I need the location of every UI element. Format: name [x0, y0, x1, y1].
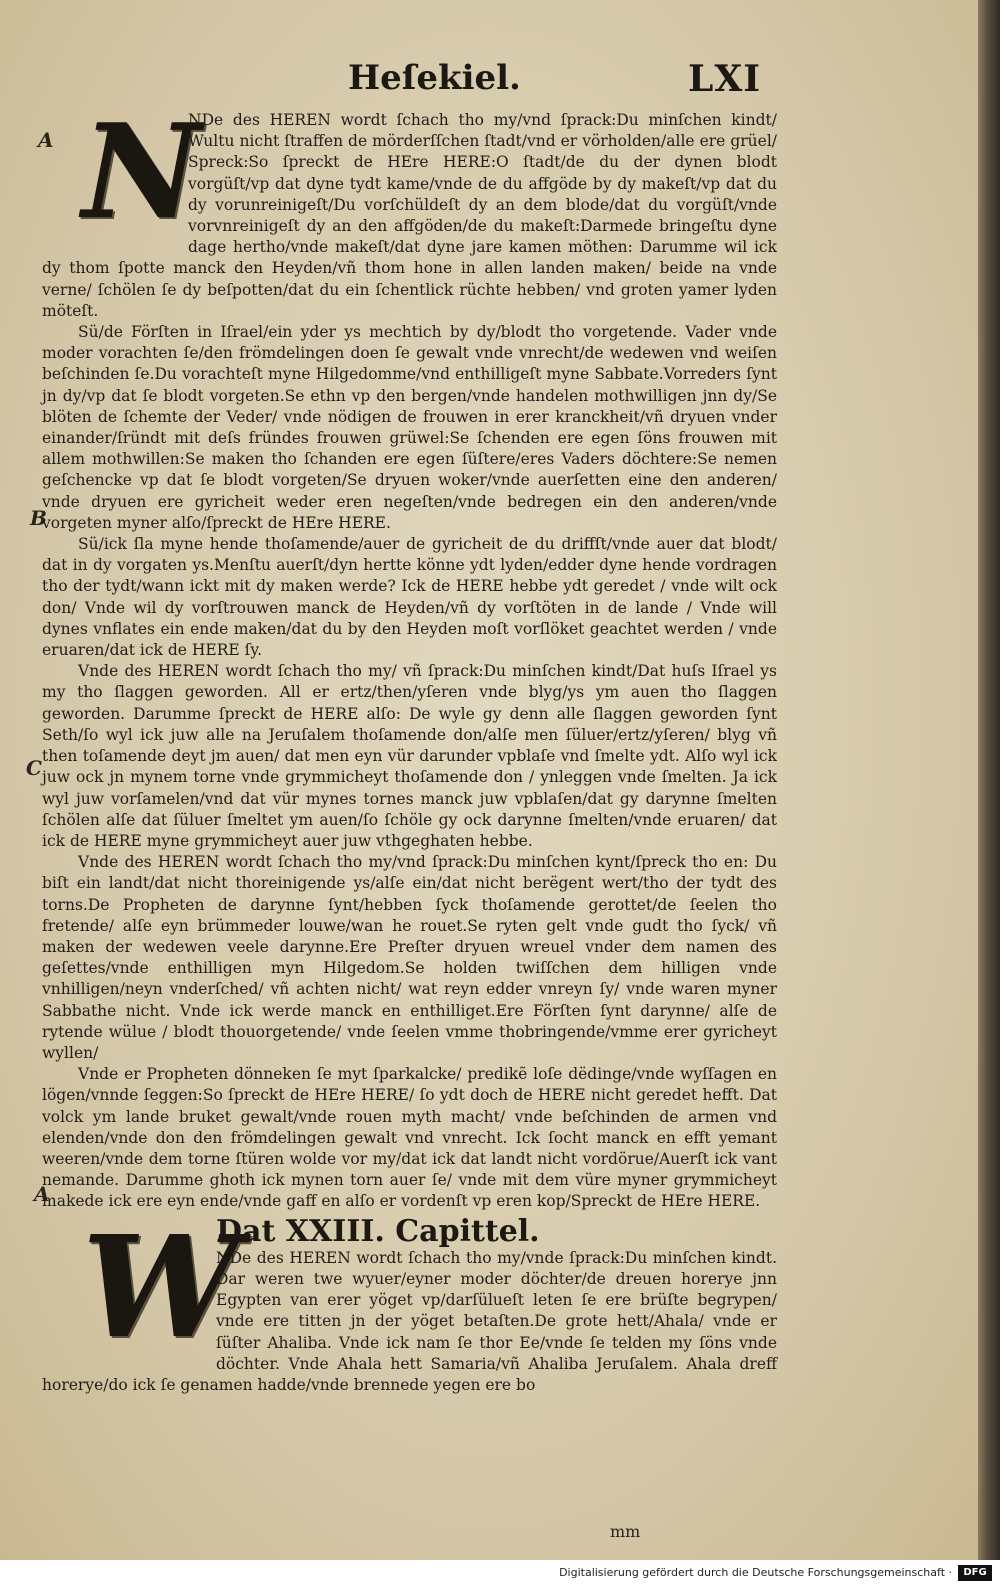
decorated-initial-n: N: [82, 95, 201, 248]
footer-bar: [0, 1560, 1000, 1586]
margin-mark-b: B: [30, 506, 47, 530]
footer-credit: Digitalisierung gefördert durch die Deutsche Forschungsgemeinschaft ·: [559, 1566, 952, 1579]
paragraph-3: Sü/ick ſla myne hende thoſamende/auer de gyricheit de du driffſt/vnde auer dat blodt/ dat in dy vorgaten ys.Menſtu auerſt/dyn hertte könne ydt lyden/edder dyne hende vordragen tho der tydt/wann ickt mit dy maken werde? Ick de HERE hebbe ydt geredet / vnde wilt ock don/ Vnde wil dy vorſtrouwen manck de Heyden/vñ dy vorſtöten in de lande / Vnde will dynes vnflates ein ende maken/dat du by den Heyden moſt vorſlöket geachtet werden / vnde eruaren/dat ick de HERE ſy.: [42, 535, 777, 660]
chapter-title: Dat XXIII. Capittel.: [216, 1213, 540, 1249]
running-head-title: Heſekiel.: [348, 58, 521, 98]
margin-mark-c: C: [26, 756, 42, 780]
decorated-initial-w: W: [82, 1205, 240, 1370]
paragraph-1: NDe des HEREN wordt ſchach tho my/vnd ſprack:Du minſchen kindt/ Wultu nicht ſtraffen de mörderſſchen ſtadt/vnd er vörholden/alle ere grüel/ Spreck:So ſpreckt de HEre HERE:O ſtadt/de du der dynen blodt vorgüſt/vp dat dyne tydt kame/vnde de du affgöde by dy makeſt/vp dat du dy vorunreinigeſt/Du vorſchüldeſt dy an dem blode/dat du vorgüſt/vnde vorvnreinigeſt dy an den affgöden/de du makeſt:Darmede bringeſtu dyne dage hertho/vnde makeſt/dat dyne jare kamen möthen: Darumme wil ick dy thom ſpotte manck den Heyden/vñ thom hone in allen landen maken/ beide na vnde verne/ ſchölen ſe dy beſpotten/dat du ein ſchentlick rüchte hebben/ vnd groten yamer lyden möteſt.: [42, 111, 777, 320]
paragraph-4: Vnde des HEREN wordt ſchach tho my/ vñ ſprack:Du minſchen kindt/Dat huſs Iſrael ys my tho ſlaggen geworden. All er ertz/then/yſeren vnde blyg/ys ym auen tho ſlaggen geworden. Darumme ſpreckt de HERE alſo: De wyle gy denn alle ſlaggen geworden ſynt Seth/ſo wyl ick juw alle na Jeruſalem thoſamende don/alſe men ſüluer/ertz/yſeren/ blyg vñ then toſamende deyt jm auen/ dat men eyn vür darunder vpblaſe vnd ſmelte ydt. Alſo wyl ick juw ock jn mynem torne vnde grymmicheyt thoſamende don / ynleggen vnde ſmelten. Ja ick wyl juw vorſamelen/vnd dat vür mynes tornes manck juw vpblaſen/dat gy darynne ſmelten ſchölen alſe dat ſüluer ſmeltet ym auen/ſo ſchöle gy ock darynne ſmelten/vnde eruaren/ dat ick de HERE myne grymmicheyt auer juw vthgeghaten hebbe.: [42, 662, 777, 850]
margin-mark-a: A: [38, 128, 54, 152]
dfg-logo: DFG: [958, 1565, 992, 1581]
signature-mark: mm: [610, 1522, 641, 1541]
folio-number: LXI: [688, 58, 762, 100]
paragraph-5: Vnde des HEREN wordt ſchach tho my/vnd ſprack:Du minſchen kynt/ſpreck tho en: Du biſt ein landt/dat nicht thoreinigende ys/alſe ein/dat nicht berëgent wert/tho der tydt des torns.De Propheten de darynne ſynt/hebben ſyck thoſamende gerottet/de ſeelen tho fretende/ alſe eyn brümmeder louwe/wan he rouet.Se ryten gelt vnde gudt tho ſyck/ vñ maken der wedewen veele darynne.Ere Preſter dryuen wreuel vnder dem namen des geſettes/vnde enthilligen myn Hilgedom.Se holden twiſſchen dem hilligen vnde vnhilligen/neyn vnderſched/ vñ achten nicht/ wat reyn edder vnreyn ſy/ vnde waren myner Sabbathe nicht. Vnde ick werde manck en enthilliget.Ere Förſten ſynt darynne/ alſe de rytende wülue / blodt thouorgetende/ vnde ſeelen vmme thobringende/vmme erer gyricheyt wyllen/: [42, 853, 777, 1062]
paragraph-2: Sü/de Förſten in Iſrael/ein yder ys mechtich by dy/blodt tho vorgetende. Vader vnde moder vorachten ſe/den frömdelingen doen ſe gewalt vnde vnrecht/de wedewen vnd weiſen beſchinden ſe.Du vorachteſt myne Hilgedomme/vnd enthilligeſt myne Sabbate.Vorreders ſynt jn dy/vp dat ſe blodt vorgeten.Se ethn vp den bergen/vnde handelen mothwilligen jnn dy/Se blöten de ſchemte der Veder/ vnde nödigen de frouwen in erer kranckheit/vñ dryuen vnder einander/ſründt mit deſs fründes frouwen grüwel:Se ſchenden ere egen ſöns frouwen mit allem mothwillen:Se maken tho ſchanden ere egen ſüſtere/eres Vaders döchtere:Se nemen geſchencke vp dat ſe blodt vorgeten/Se dryuen woker/vnde auerſetten eine den anderen/ vnde dryuen ere gyricheit weder eren negeſten/vnde bedregen ein den anderen/vnde vorgeten myner alſo/ſpreckt de HEre HERE.: [42, 323, 777, 532]
page-edge: [978, 0, 1000, 1560]
main-text: [42, 95, 777, 1396]
margin-mark-a2: A: [34, 1182, 50, 1206]
paragraph-6: Vnde er Propheten dönneken ſe myt ſparkalcke/ predikẽ loſe dëdinge/vnde wyſſagen en lögen/vnnde ſeggen:So ſpreckt de HEre HERE/ ſo ydt doch de HERE nicht geredet hefft. Dat volck ym lande bruket gewalt/vnde rouen myth macht/ vnde beſchinden de armen vnd elenden/vnde don den frömdelingen gewalt vnd vnrecht. Ick ſocht manck en efft yemant weeren/vnde dem torne ſtüren wolde vor my/dat ick dat landt nicht vordörue/Auerſt ick vant nemande. Darumme ghoth ick mynen torn auer ſe/ vnde mit dem vüre myner grymmicheyt makede ick ere eyn ende/vnde gaff en alſo er vordenſt vp eren kop/Spreckt de HEre HERE.: [42, 1065, 777, 1211]
chapter-paragraph-1: NDe des HEREN wordt ſchach tho my/vnde ſprack:Du minſchen kindt. Dar weren twe wyuer/eyner moder döchter/de dreuen horerye jnn Egypten van erer yöget vp/darſülueſt leten ſe ere brüſte begrypen/ vnde ere titten jn der yöget betaſten.De grote hett/Ahala/ vnde er ſüſter Ahaliba. Vnde ick nam ſe thor Ee/vnde ſe telden my ſöns vnde döchter. Vnde Ahala hett Samaria/vñ Ahaliba Jeruſalem. Ahala dreff horerye/do ick ſe genamen hadde/vnde brennede yegen ere bo: [42, 1248, 777, 1394]
